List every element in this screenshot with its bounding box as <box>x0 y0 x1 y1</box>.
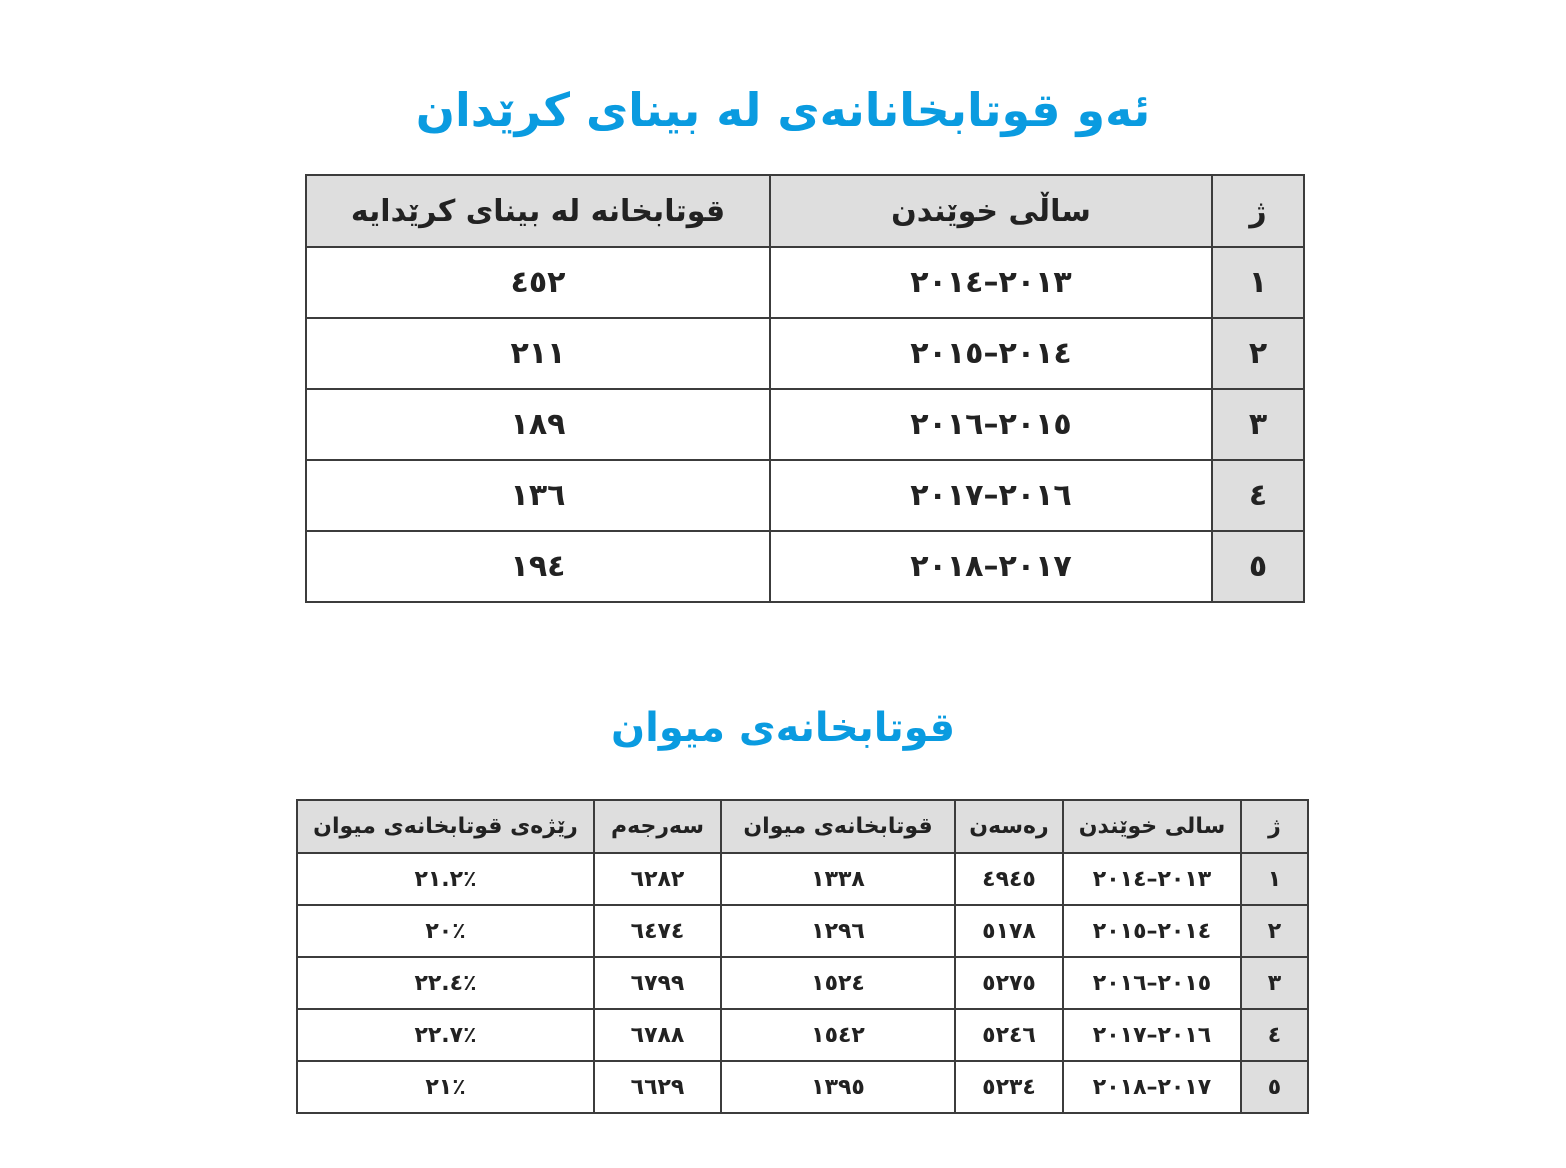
cell-school-year: ٢٠١٤–٢٠١٥ <box>1063 905 1241 957</box>
cell-guest-schools: ١٣٩٥ <box>721 1061 955 1113</box>
cell-index: ٢ <box>1241 905 1308 957</box>
cell-school-year: ٢٠١٤–٢٠١٥ <box>770 318 1212 389</box>
table-row <box>297 1061 1308 1113</box>
cell-total: ٦٦٢٩ <box>594 1061 721 1113</box>
cell-school-year: ٢٠١٥–٢٠١٦ <box>1063 957 1241 1009</box>
header-count: قوتابخانە لە بینای کرێدایە <box>306 175 770 247</box>
cell-count: ٤٥٢ <box>306 247 770 318</box>
cell-guest-schools: ١٣٣٨ <box>721 853 955 905</box>
table-row <box>297 853 1308 905</box>
table-row <box>297 1009 1308 1061</box>
cell-host: ٥٢٧٥ <box>955 957 1063 1009</box>
guest-schools-table <box>296 799 1309 1114</box>
cell-guest-ratio: ٪٢٢.٧ <box>297 1009 594 1061</box>
cell-school-year: ٢٠١٧–٢٠١٨ <box>770 531 1212 602</box>
cell-school-year: ٢٠١٦–٢٠١٧ <box>1063 1009 1241 1061</box>
cell-count: ١٩٤ <box>306 531 770 602</box>
rented-schools-title: ئەو قوتابخانانەی لە بینای کرێدان <box>415 83 1151 137</box>
header-school-year: ساڵی خوێندن <box>770 175 1212 247</box>
header-school-year: سالی خوێندن <box>1063 800 1241 853</box>
table-row <box>297 905 1308 957</box>
cell-guest-schools: ١٥٢٤ <box>721 957 955 1009</box>
cell-count: ١٣٦ <box>306 460 770 531</box>
cell-guest-ratio: ٪٢١ <box>297 1061 594 1113</box>
cell-count: ٢١١ <box>306 318 770 389</box>
header-total: سەرجەم <box>594 800 721 853</box>
table-row <box>306 318 1304 389</box>
guest-schools-title: قوتابخانەی میوان <box>610 705 956 751</box>
cell-school-year: ٢٠١٦–٢٠١٧ <box>770 460 1212 531</box>
cell-index: ١ <box>1212 247 1304 318</box>
cell-guest-schools: ١٢٩٦ <box>721 905 955 957</box>
header-host: رەسەن <box>955 800 1063 853</box>
cell-index: ٢ <box>1212 318 1304 389</box>
cell-index: ٣ <box>1212 389 1304 460</box>
cell-total: ٦٧٩٩ <box>594 957 721 1009</box>
cell-index: ٥ <box>1212 531 1304 602</box>
header-guest-schools: قوتابخانەی میوان <box>721 800 955 853</box>
header-index: ژ <box>1212 175 1304 247</box>
cell-count: ١٨٩ <box>306 389 770 460</box>
cell-guest-ratio: ٪٢٠ <box>297 905 594 957</box>
cell-index: ٣ <box>1241 957 1308 1009</box>
cell-host: ٥١٧٨ <box>955 905 1063 957</box>
cell-index: ٥ <box>1241 1061 1308 1113</box>
header-index: ژ <box>1241 800 1308 853</box>
table-row <box>306 531 1304 602</box>
cell-guest-schools: ١٥٤٢ <box>721 1009 955 1061</box>
cell-total: ٦٤٧٤ <box>594 905 721 957</box>
header-guest-ratio: رێژەی قوتابخانەی میوان <box>297 800 594 853</box>
table-header-row <box>306 175 1304 247</box>
cell-guest-ratio: ٪٢١.٢ <box>297 853 594 905</box>
cell-index: ٤ <box>1241 1009 1308 1061</box>
rented-schools-table <box>305 174 1305 603</box>
cell-host: ٤٩٤٥ <box>955 853 1063 905</box>
cell-school-year: ٢٠١٣–٢٠١٤ <box>770 247 1212 318</box>
cell-school-year: ٢٠١٧–٢٠١٨ <box>1063 1061 1241 1113</box>
cell-host: ٥٢٣٤ <box>955 1061 1063 1113</box>
cell-school-year: ٢٠١٣–٢٠١٤ <box>1063 853 1241 905</box>
cell-guest-ratio: ٪٢٢.٤ <box>297 957 594 1009</box>
table-row <box>306 389 1304 460</box>
cell-host: ٥٢٤٦ <box>955 1009 1063 1061</box>
cell-school-year: ٢٠١٥–٢٠١٦ <box>770 389 1212 460</box>
table-row <box>306 460 1304 531</box>
cell-total: ٦٧٨٨ <box>594 1009 721 1061</box>
cell-index: ١ <box>1241 853 1308 905</box>
table-header-row <box>297 800 1308 853</box>
table-row <box>306 247 1304 318</box>
cell-index: ٤ <box>1212 460 1304 531</box>
cell-total: ٦٢٨٢ <box>594 853 721 905</box>
table-row <box>297 957 1308 1009</box>
